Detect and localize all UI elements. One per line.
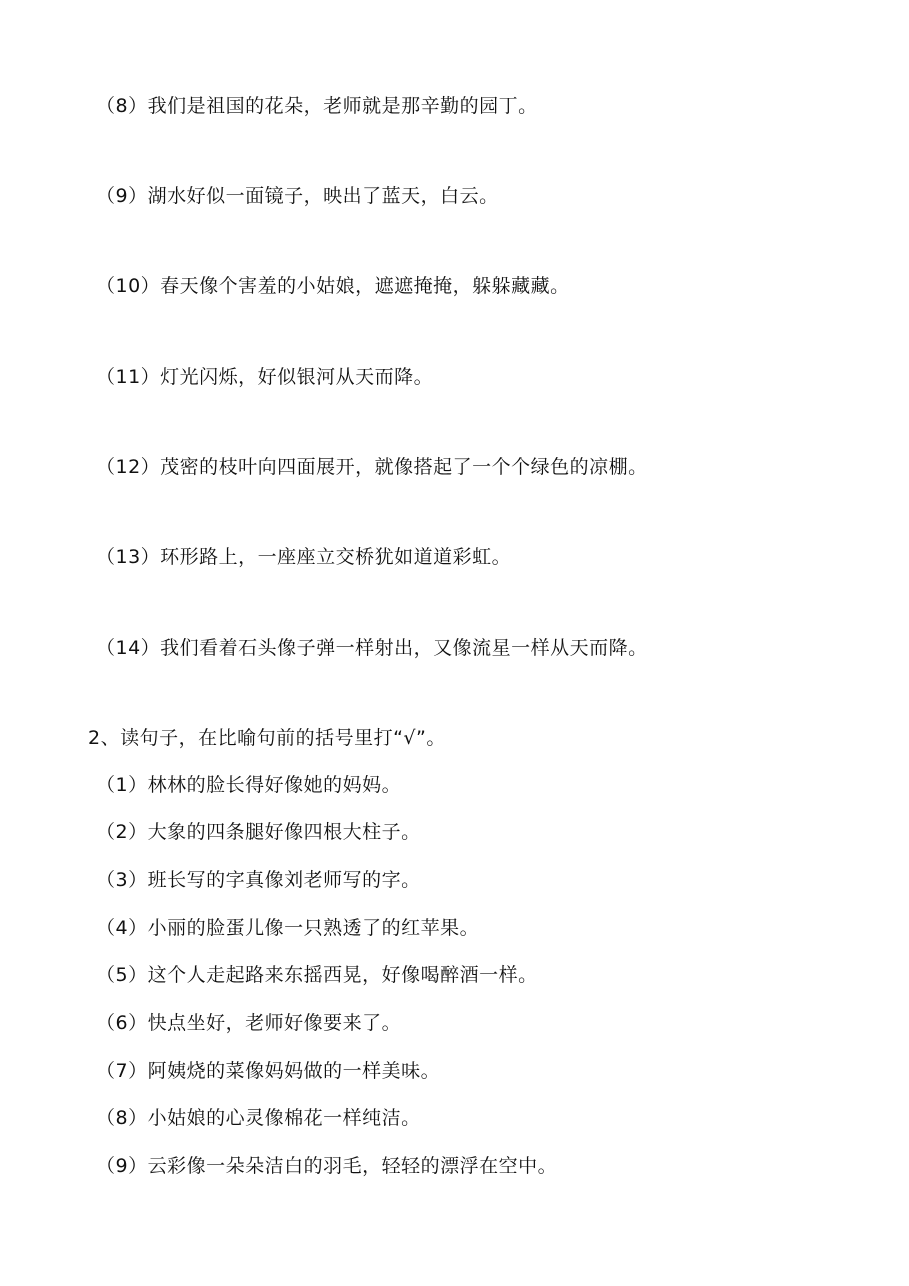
question-item: （3）班长写的字真像刘老师写的字。: [96, 869, 421, 891]
question-item: （9）云彩像一朵朵洁白的羽毛，轻轻的漂浮在空中。: [96, 1155, 558, 1177]
section-heading: 2、读句子，在比喻句前的括号里打“√”。: [88, 727, 446, 749]
sentence-item: （10）春天像个害羞的小姑娘，遮遮掩掩，躲躲藏藏。: [96, 275, 570, 297]
question-item: （5）这个人走起路来东摇西晃，好像喝醉酒一样。: [96, 964, 538, 986]
sentence-item: （12）茂密的枝叶向四面展开，就像搭起了一个个绿色的凉棚。: [96, 456, 648, 478]
question-item: （7）阿姨烧的菜像妈妈做的一样美味。: [96, 1060, 441, 1082]
sentence-item: （8）我们是祖国的花朵，老师就是那辛勤的园丁。: [96, 95, 538, 117]
sentence-item: （11）灯光闪烁，好似银河从天而降。: [96, 366, 434, 388]
question-item: （8）小姑娘的心灵像棉花一样纯洁。: [96, 1107, 421, 1129]
sentence-item: （13）环形路上，一座座立交桥犹如道道彩虹。: [96, 546, 512, 568]
question-item: （6）快点坐好，老师好像要来了。: [96, 1012, 402, 1034]
question-item: （2）大象的四条腿好像四根大柱子。: [96, 821, 421, 843]
question-item: （4）小丽的脸蛋儿像一只熟透了的红苹果。: [96, 917, 480, 939]
sentence-item: （14）我们看着石头像子弹一样射出，又像流星一样从天而降。: [96, 637, 648, 659]
question-item: （1）林林的脸长得好像她的妈妈。: [96, 774, 402, 796]
sentence-item: （9）湖水好似一面镜子，映出了蓝天，白云。: [96, 185, 499, 207]
